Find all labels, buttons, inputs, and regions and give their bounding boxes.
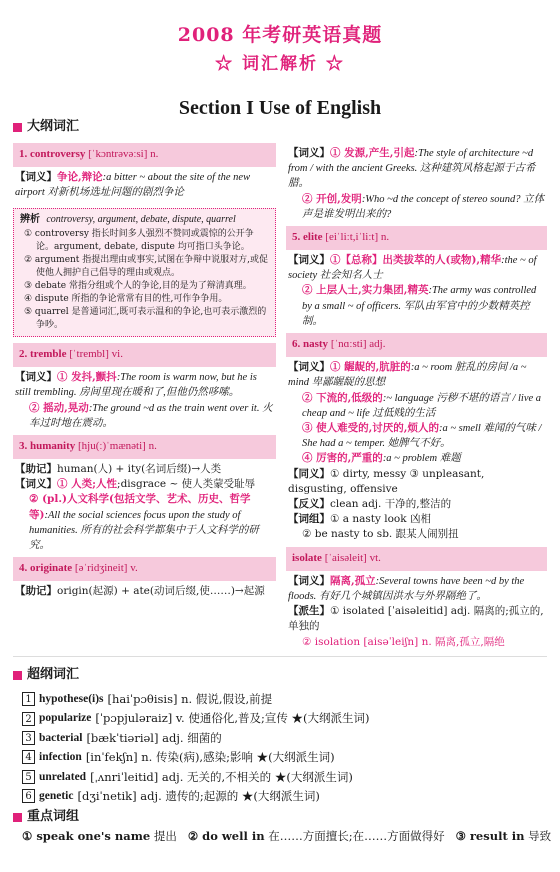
box-item: ③ debate 常指分组或个人的争论,目的是为了辩清真理。 xyxy=(24,281,252,292)
box-item: ⑤ quarrel 是普通词汇,既可表示温和的争论,也可表示激烈的争吵。 xyxy=(24,307,267,331)
word-elite: 5. elite [eiˈliːt,iˈliːt] n. xyxy=(286,226,547,250)
entry-controversy: 【词义】争论,辩论:a bitter ~ about the site of the new airport 对新机场选址问题的剧烈争论 xyxy=(15,170,251,199)
right-column xyxy=(286,143,547,654)
box-item: ② argument 指提出理由或事实,试图在争辩中说服对方,或促使他人拥护自己倡导的理由或观点。 xyxy=(24,254,269,279)
heading-dagang: 大纲词汇 xyxy=(13,118,79,137)
entry-nasty: 【词义】① 龌龊的,肮脏的:a ~ room 脏乱的房间 /a ~ mind 卑鄙龌龊的思想 ② 下流的,低级的:~ language 污秽不堪的语言 / live a cheap and ~ life 过低贱的生活 ③ 使人难受的,讨厌的,烦人的:a ~ smell 难闻的气味 / She had a ~ temper. 她脾气不好。 ④ 厉害的,严重的:a ~ problem 难题 【同义】① dirty, messy ③ unpleasant, disgusting, offensive 【反义】clean adj. 干净的,整洁的 【词组】① a nasty look 凶相 ② be nasty to sb. 跟某人闹别扭 xyxy=(288,361,542,541)
box-item: ① controversy 指长时间多人强烈不赞同或震惊的公开争论。argument, debate, dispute 均可指口头争论。 xyxy=(24,228,254,252)
divider xyxy=(13,656,547,657)
word-tremble: 2. tremble [ˈtrembl] vi. xyxy=(13,343,276,367)
list-item: 2 popularize [ˈpɔpjuləraiz] v. 使通俗化,普及;宣传 ★(大纲派生词) xyxy=(22,709,542,727)
phrase-word: ① speak one's name xyxy=(22,829,151,843)
list-item: 3 bacterial [bækˈtiəriəl] adj. 细菌的 xyxy=(22,729,542,747)
entry-originate: 【助记】origin(起源) + ate(动词后缀,使……)→起源 xyxy=(15,585,265,598)
entry-elite: 【词义】①【总称】出类拔萃的人(或物),精华:the ~ of society 社会知名人士 ② 上层人士,实力集团,精英:The army was controlled by a small ~ of officers. 军队由军官中的少数精英控制。 xyxy=(288,254,537,327)
entry-humanity: 【助记】human(人) + ity(名词后缀)→人类 【词义】① 人类;人性;disgrace ~ 使人类蒙受耻辱 ② (pl.)人文科学(包括文学、艺术、历史、哲学等):All the social sciences focus upon the study of humanities. 所有的社会科学都集中于人文科学的研究。 xyxy=(15,463,259,552)
phrase-list: ① speak one's name 提出 ② do well in 在……方面擅长;在……方面做得好 ③ result in 导致 xyxy=(22,829,552,843)
list-item: 4 infection [inˈfekʃn] n. 传染(病),感染;影响 ★(大纲派生词) xyxy=(22,748,542,766)
square-icon xyxy=(13,123,22,132)
page-title: 2008 年考研英语真题 xyxy=(177,24,383,46)
word-nasty: 6. nasty [ˈnɑːsti] adj. xyxy=(286,333,547,357)
heading-phrases: 重点词组 xyxy=(13,808,79,827)
entry-isolate: 【词义】隔离,孤立:Several towns have been ~d by the floods. 有好几个城镇因洪水与外界隔绝了。 【派生】① isolated [ˈaisəleitid] adj. 隔离的;孤立的,单独的 ② isolation [aisəˈleiʃn] n. 隔离,孤立,隔绝 xyxy=(288,574,544,648)
phrase-word: ② do well in xyxy=(187,829,265,843)
chaogang-list xyxy=(22,690,542,806)
entry-originate-defs: 【词义】① 发源,产生,引起:The style of architecture ~d from / with the ancient Greeks. 这种建筑风格起源于古希腊。 ② 开创,发明:Who ~d the concept of stereo sound? 立体声是谁发明出来的? xyxy=(288,147,545,220)
phrase-word: ③ result in xyxy=(455,829,525,843)
page-header xyxy=(0,0,560,76)
list-item: 1 hypothese(i)s [haiˈpɔθisis] n. 假说,假设,前提 xyxy=(22,690,542,708)
section-title: Section I Use of English xyxy=(178,97,382,120)
word-humanity: 3. humanity [hju(ː)ˈmænəti] n. xyxy=(13,435,276,459)
list-item: 5 unrelated [ˌʌnriˈleitid] adj. 无关的,不相关的 ★(大纲派生词) xyxy=(22,768,542,786)
square-icon xyxy=(13,813,22,822)
list-item: 6 genetic [dʒiˈnetik] adj. 遗传的;起源的 ★(大纲派生词) xyxy=(22,787,542,805)
heading-chaogang: 超纲词汇 xyxy=(13,666,79,685)
word-controversy: 1. controversy [ˈkɔntrəvəːsi] n. xyxy=(13,143,276,167)
entry-tremble: 【词义】① 发抖,颤抖:The room is warm now, but he is still trembling. 房间里现在暖和了,但他仍然哆嗦。 ② 摇动,晃动:The ground ~d as the train went over it. 火车过时地在震动。 xyxy=(15,371,273,429)
square-icon xyxy=(13,671,22,680)
left-column xyxy=(13,143,276,603)
distinction-box: 辨析 controversy, argument, debate, dispute, quarrel ① controversy 指长时间多人强烈不赞同或震惊的公开争论。argument, debate, dispute 均可指口头争论。 ② argument 指提出理由或事实,试图在争辩中说服对方,或促使他人拥护自己倡导的理由或观点。 ③ debate 常指分组或个人的争论,目的是为了辩清真理。 ④ dispute 所指的争论常常有目的性,可作争争用。 ⑤ quarrel 是普通词汇,既可表示温和的争论,也可表示激烈的争吵。 xyxy=(13,208,276,337)
word-isolate: isolate [ˈaisəleit] vt. xyxy=(286,547,547,571)
page-subtitle: ☆ 词汇解析 ☆ xyxy=(215,53,345,74)
box-item: ④ dispute 所指的争论常常有目的性,可作争争用。 xyxy=(24,294,228,305)
word-originate: 4. originate [əˈridʒineit] v. xyxy=(13,557,276,581)
